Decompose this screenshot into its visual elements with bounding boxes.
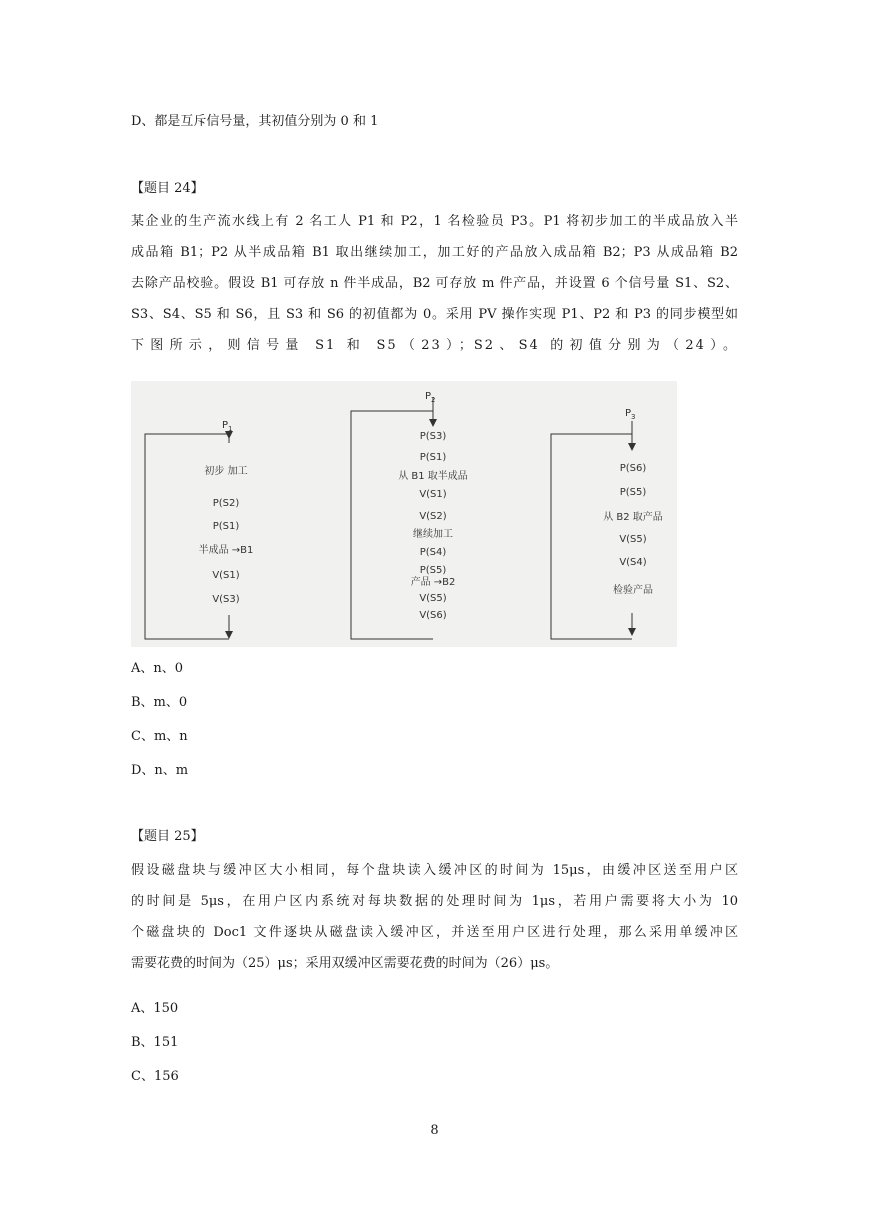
p3-step: P(S6)	[619, 463, 647, 474]
q24-option-d: D、n、m	[131, 763, 189, 778]
p2-step: P(S3)	[419, 431, 447, 442]
p1-step: V(S1)	[212, 570, 240, 581]
p2-label: $P_2$	[425, 391, 436, 404]
q24-stem-line: 下图所示，则信号量 S1 和 S5（23）；S2、S4 的初值分别为（24）。	[131, 338, 738, 353]
p2-step: 继续加工	[413, 529, 453, 540]
q25-stem-line: 假设磁盘块与缓冲区大小相同，每个盘块读入缓冲区的时间为 15μs，由缓冲区送至用户区	[131, 863, 738, 878]
p3-step: 检验产品	[613, 585, 653, 596]
q25-stem-line: 的时间是 5μs，在用户区内系统对每块数据的处理时间为 1μs，若用户需要将大小为 10	[131, 894, 738, 909]
p2-step: V(S1)	[419, 489, 447, 500]
p2-step: V(S2)	[419, 511, 447, 522]
page-number: 8	[430, 1123, 439, 1138]
q24-option-b: B、m、0	[131, 695, 188, 710]
q24-stem-line: 去除产品校验。假设 B1 可存放 n 件半成品，B2 可存放 m 件产品，并设置 6 个信号量 S1、S2、	[131, 276, 738, 291]
q24-stem-line: 某企业的生产流水线上有 2 名工人 P1 和 P2，1 名检验员 P3。P1 将初步加工的半成品放入半	[131, 214, 738, 229]
q25-title: 【题目 25】	[131, 829, 204, 844]
q25-option-a: A、150	[131, 1001, 179, 1016]
pv-sync-figure	[131, 381, 677, 647]
p2-step: 从 B1 取半成品	[398, 471, 468, 482]
p1-step: V(S3)	[212, 594, 240, 605]
q24-stem-line: 成品箱 B1；P2 从半成品箱 B1 取出继续加工，加工好的产品放入成品箱 B2；P3 从成品箱 B2	[131, 245, 738, 260]
p3-step: 从 B2 取产品	[603, 512, 663, 523]
pv-sync-diagram	[131, 381, 677, 647]
p2-step: P(S1)	[419, 452, 447, 463]
p2-step: V(S5)	[419, 593, 447, 604]
p1-step: P(S2)	[212, 498, 240, 509]
p2-step: P(S5)	[419, 565, 447, 576]
p2-step: 产品 →B2	[410, 577, 456, 588]
p1-step: 初步 加工	[204, 466, 248, 477]
p3-step: V(S4)	[619, 557, 647, 568]
p2-step: P(S4)	[419, 547, 447, 558]
p2-step: V(S6)	[419, 610, 447, 621]
q25-option-b: B、151	[131, 1035, 179, 1050]
q25-stem-line: 需要花费的时间为（25）μs；采用双缓冲区需要花费的时间为（26）μs。	[131, 956, 559, 971]
p1-label: $P_1$	[222, 420, 233, 433]
q24-title: 【题目 24】	[131, 181, 204, 196]
p3-step: P(S5)	[619, 487, 647, 498]
figure-background	[131, 381, 677, 647]
p3-step: V(S5)	[619, 534, 647, 545]
q24-option-c: C、m、n	[131, 729, 188, 744]
p1-step: P(S1)	[212, 521, 240, 532]
q23-option-d: D、都是互斥信号量，其初值分别为 0 和 1	[131, 114, 379, 129]
q25-option-c: C、156	[131, 1069, 179, 1084]
p3-label: $P_3$	[625, 408, 636, 421]
q24-option-a: A、n、0	[131, 661, 184, 676]
q24-stem-line: S3、S4、S5 和 S6，且 S3 和 S6 的初值都为 0。采用 PV 操作实现 P1、P2 和 P3 的同步模型如	[131, 307, 738, 322]
p1-step: 半成品 →B1	[198, 545, 254, 556]
q25-stem-line: 个磁盘块的 Doc1 文件逐块从磁盘读入缓冲区，并送至用户区进行处理，那么采用单缓冲区	[131, 925, 738, 940]
